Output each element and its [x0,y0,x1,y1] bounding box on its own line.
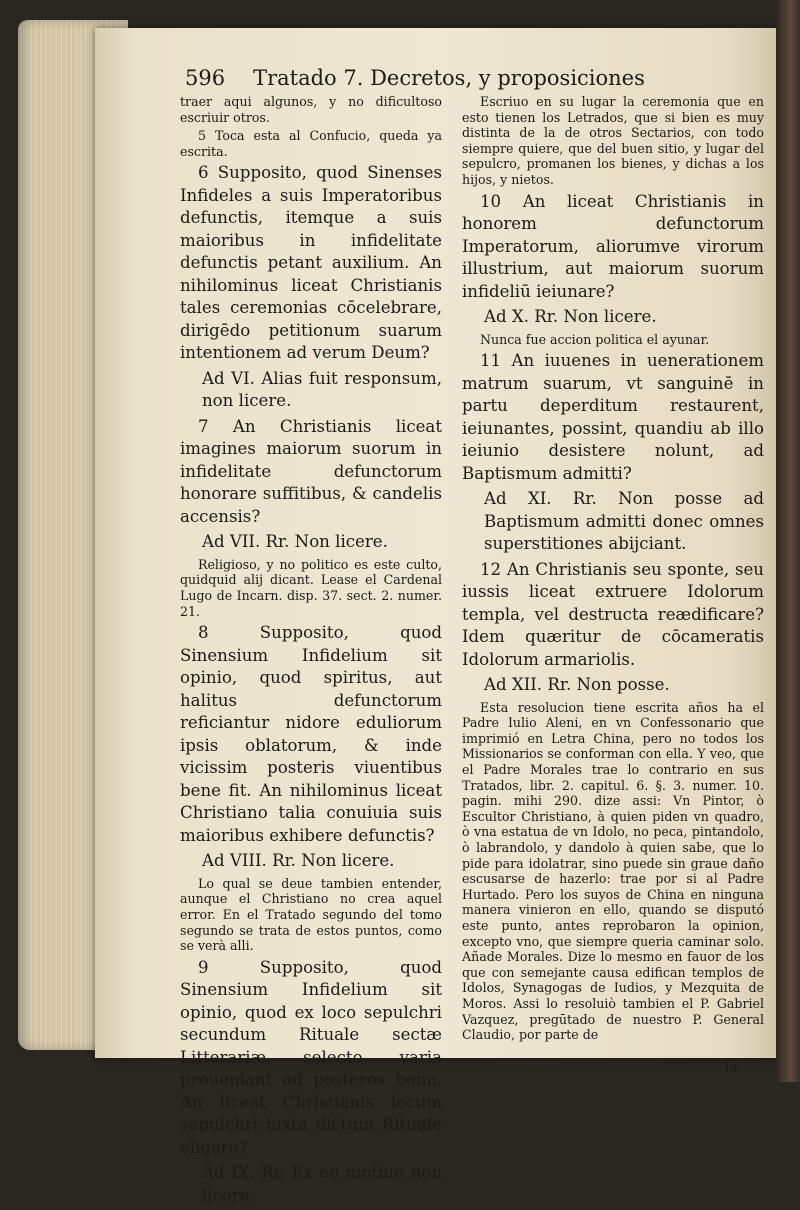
answer-line: Ad XI. Rr. Non posse ad Baptismum admitti donec omnes superstitiones abijciant. [484,489,764,554]
catchword: la- [725,1060,743,1076]
question-paragraph: 10 An liceat Christianis in honorem defunctorum Imperatorum, aliorumve virorum illustrium, aut maiorum suorum infideliū ieiunare? [462,191,764,301]
right-column [462,94,764,1046]
commentary-paragraph: Escriuo en su lugar la ceremonia que en esto tienen los Letrados, que si bien es muy distinta de la de otros Sectarios, con todo siempre quiere, que del buen sitio, y lugar del sepulcro, promanen los bienes, y dichas a los hijos, y nietos. [462,94,764,187]
left-column [180,94,442,1210]
commentary-paragraph: Lo qual se deue tambien entender, aunque el Christiano no crea aquel error. En el Tratado segundo del tomo segundo se trata de estos puntos, como se verà alli. [180,875,442,954]
book-page [95,28,785,1205]
question-paragraph: 8 Supposito, quod Sinensium Infidelium sit opinio, quod spiritus, aut halitus defunctorum reficiantur nidore eduliorum ipsis oblatorum, & inde vicissim posteris viuentibus bene fit. An nihilominus liceat Christiano talia conuiuia suis maioribus exhibere defunctis? [180,623,442,845]
answer-line: Ad VII. Rr. Non licere. [202,532,388,552]
question-paragraph: 6 Supposito, quod Sinenses Infideles a suis Imperatoribus defunctis, itemque a suis maioribus in infidelitate defunctis petant auxilium. An nihilominus liceat Christianis tales ceremonias cōcelebrare, dirigēdo petitionum suarum intentionem ad verum Deum? [180,163,442,363]
answer-line: Ad XII. Rr. Non posse. [484,675,670,695]
next-page-edge [776,0,800,1082]
running-head [185,66,785,90]
answer-line: Ad VIII. Rr. Non licere. [202,851,395,871]
question-paragraph: 11 An iuuenes in uenerationem matrum suarum, vt sanguinē in partu deperditum restaurent, ieiunantes, possint, quandiu ab illo ieiunio desistere nolunt, ad Baptismum admitti? [462,351,764,483]
question-paragraph: 9 Supposito, quod Sinensium Infidelium sit opinio, quod ex loco sepulchri secundum Rituale sectæ Litterariæ, selecto, varia proueniant ad posteros bona. An liceat Christianis locum sepulchri iuxta dictum Rituale eligere? [180,957,442,1157]
commentary-paragraph: 5 Toca esta al Confucio, queda ya escrita. [180,128,442,159]
question-paragraph: 7 An Christianis liceat imagines maiorum suorum in infidelitate defunctorum honorare suffitibus, & candelis accensis? [180,416,442,526]
answer-line: Ad IX. Rr. Ex eo motiuo non licere. [202,1163,442,1205]
answer-line: Ad X. Rr. Non licere. [484,307,657,327]
page-number: 596 [185,66,226,90]
commentary-paragraph: Nunca fue accion politica el ayunar. [480,331,710,347]
question-paragraph: 12 An Christianis seu sponte, seu iussis liceat extruere Idolorum templa, vel destructa reædificare? Idem quæritur de cōcameratis Idolorum armariolis. [462,559,764,669]
answer-line: Ad VI. Alias fuit responsum, non licere. [202,368,442,411]
commentary-paragraph: Religioso, y no politico es este culto, quidquid alij dicant. Lease el Cardenal Lugo de Incarn. disp. 37. sect. 2. numer. 21. [180,556,442,619]
commentary-paragraph: Esta resolucion tiene escrita años ha el Padre Iulio Aleni, en vn Confessonario que imprimió en Letra China, pero no todos los Missionarios se conforman con ella. Y veo, que el Padre Morales trae lo contrario en sus Tratados, libr. 2. capitul. 6. §. 3. numer. 10. pagin. mihi 290. dize assi: Vn Pintor, ò Escultor Christiano, à quien piden vn quadro, ò vna estatua de vn Idolo, no peca, pintandolo, ò labrandolo, y dandolo à quien sabe, que lo pide para idolatrar, sino puede sin graue daño escusarse de hazerlo: trae por si al Padre Hurtado. Pero los suyos de China en ninguna manera vinieron en ello, quando se disputó este punto, antes reprobaron la opinion, excepto vno, que siempre queria caminar solo. Añade Morales. Dize lo mesmo en fauor de los que con semejante causa edifican templos de Idolos, Synagogas de Iudios, y Mezquita de Moros. Assi lo resoluiò tambien el P. Gabriel Vazquez, pregūtado de nuestro P. General Claudio, por parte de [462,699,764,1043]
commentary-paragraph: traer aqui algunos, y no dificultoso escriuir otros. [180,94,442,125]
running-title: Tratado 7. Decretos, y proposiciones [253,66,645,90]
